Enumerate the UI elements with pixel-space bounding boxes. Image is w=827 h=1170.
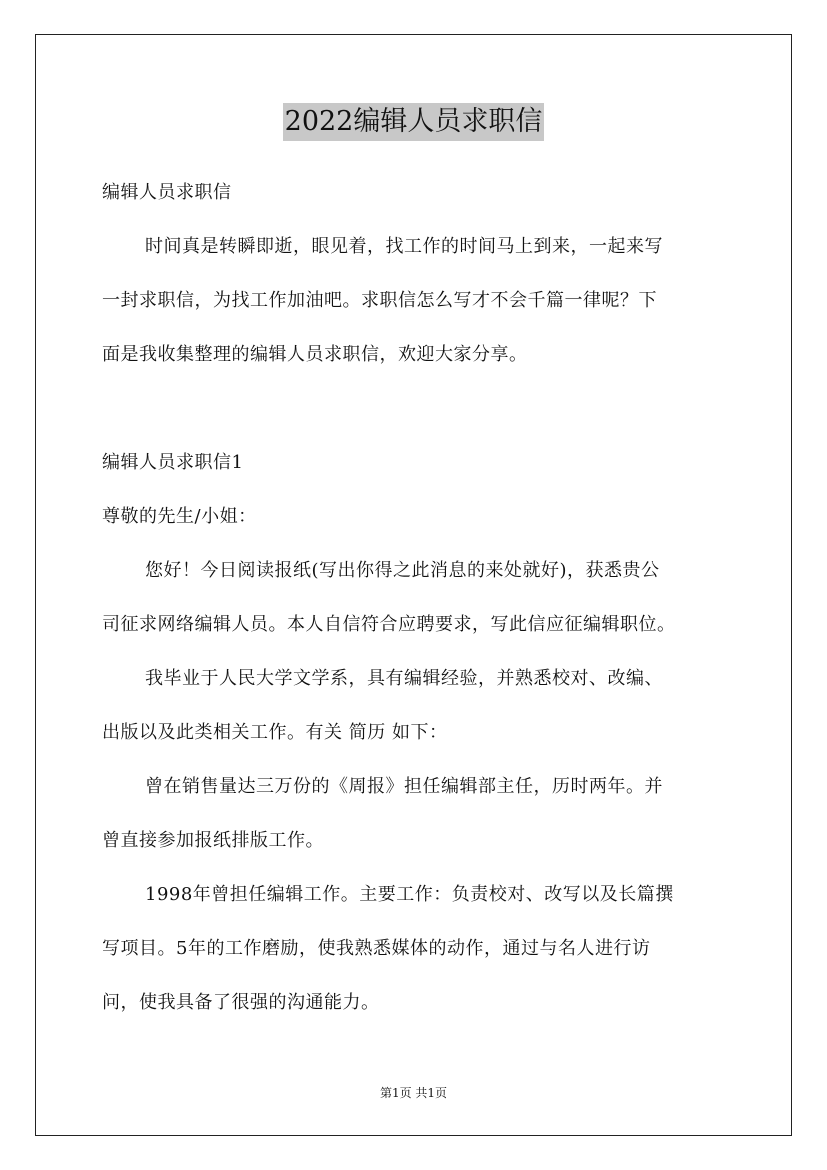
paragraph-line: 1998年曾担任编辑工作。主要工作：负责校对、改写以及长篇撰 — [145, 884, 674, 905]
paragraph-line: 一封求职信，为找工作加油吧。求职信怎么写才不会千篇一律呢？下 — [102, 290, 657, 311]
paragraph-line: 曾在销售量达三万份的《周报》担任编辑部主任，历时两年。并 — [145, 776, 663, 797]
paragraph-line: 我毕业于人民大学文学系，具有编辑经验，并熟悉校对、改编、 — [145, 668, 663, 689]
paragraph-line: 出版以及此类相关工作。有关 简历 如下： — [102, 722, 448, 743]
paragraph-line: 您好！今日阅读报纸(写出你得之此消息的来处就好)，获悉贵公 — [145, 560, 660, 581]
salutation: 尊敬的先生/小姐： — [102, 506, 257, 527]
section-heading: 编辑人员求职信 — [102, 182, 232, 203]
page-footer: 第1页 共1页 — [379, 1086, 448, 1100]
paragraph-line: 问，使我具备了很强的沟通能力。 — [102, 992, 380, 1013]
paragraph-line: 时间真是转瞬即逝，眼见着，找工作的时间马上到来，一起来写 — [145, 236, 663, 257]
document-title: 2022编辑人员求职信 — [283, 103, 545, 141]
paragraph-line: 写项目。5年的工作磨励，使我熟悉媒体的动作，通过与名人进行访 — [102, 938, 651, 959]
paragraph-line: 曾直接参加报纸排版工作。 — [102, 830, 324, 851]
paragraph-line: 司征求网络编辑人员。本人自信符合应聘要求，写此信应征编辑职位。 — [102, 614, 676, 635]
section-heading: 编辑人员求职信1 — [102, 452, 244, 473]
title-container — [0, 103, 827, 141]
paragraph-line: 面是我收集整理的编辑人员求职信，欢迎大家分享。 — [102, 344, 528, 365]
